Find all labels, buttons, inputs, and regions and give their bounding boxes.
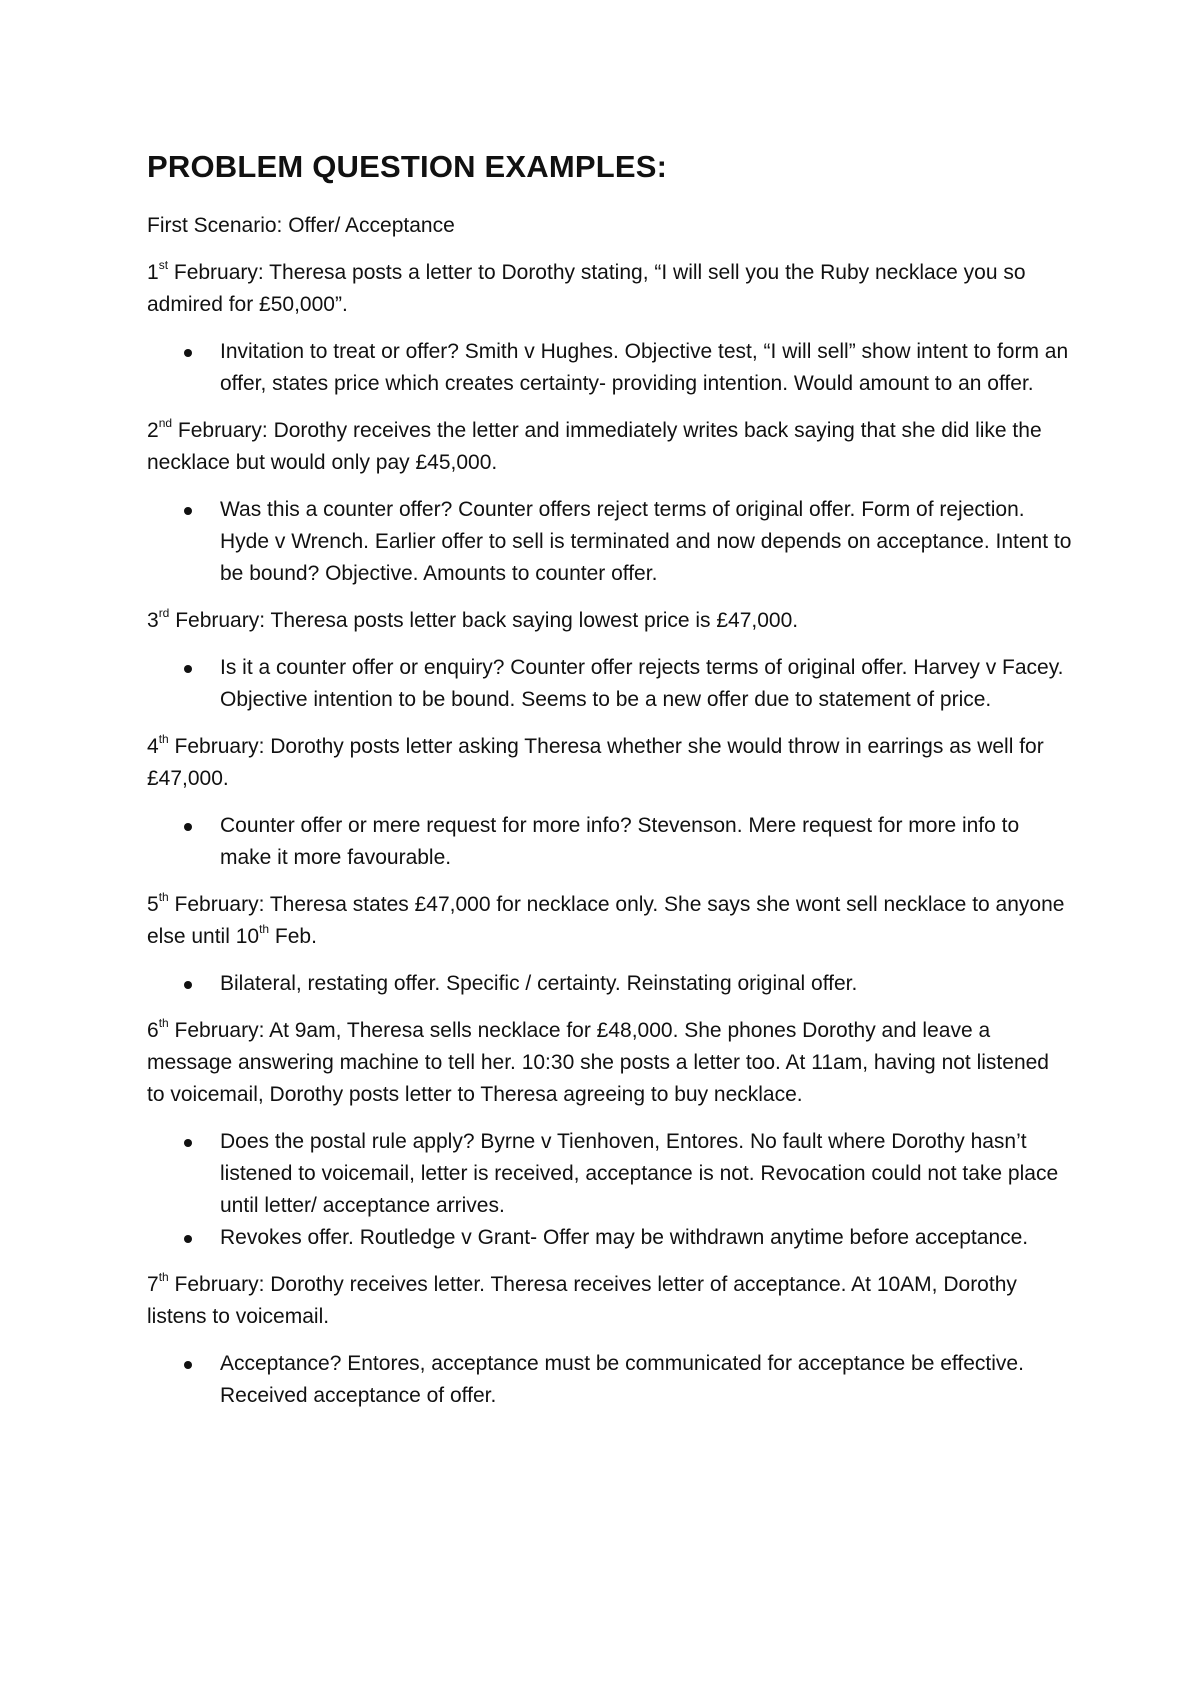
analysis-text: Bilateral, restating offer. Specific / certainty. Reinstating original offer. (220, 972, 858, 995)
bullet-icon (184, 981, 192, 989)
analysis-text: Does the postal rule apply? Byrne v Tienhoven, Entores. No fault where Dorothy hasn’t listened to voicemail, letter is received, acceptance is not. Revocation could not take place until letter/ acceptance arrives. (220, 1130, 1059, 1217)
entry-text: February: Dorothy receives letter. Theresa receives letter of acceptance. At 10AM, Dorothy listens to voicemail. (147, 1273, 1017, 1328)
timeline-entry (147, 415, 1072, 479)
analysis-item (147, 1126, 1072, 1222)
scenario-heading: First Scenario: Offer/ Acceptance (147, 214, 455, 237)
entry-day: 2 (147, 419, 159, 442)
analysis-item (147, 1222, 1072, 1254)
timeline-entry (147, 257, 1072, 321)
analysis-item (147, 1348, 1072, 1412)
entry-text: February: At 9am, Theresa sells necklace for £48,000. She phones Dorothy and leave a message answering machine to tell her. 10:30 she posts a letter too. At 11am, having not listened to voicemail, Dorothy posts letter to Theresa agreeing to buy necklace. (147, 1019, 1049, 1106)
entry-text: February: Theresa posts a letter to Dorothy stating, “I will sell you the Ruby necklace you so admired for £50,000”. (147, 261, 1026, 316)
analysis-item (147, 336, 1072, 400)
timeline-entry (147, 605, 1072, 637)
entry-ordinal: rd (158, 606, 170, 620)
entry-ordinal: th (158, 732, 169, 746)
bullet-icon (184, 507, 192, 515)
bullet-icon (184, 1139, 192, 1147)
entry-day: 1 (147, 261, 159, 284)
bullet-icon (184, 1361, 192, 1369)
entry-ordinal: nd (158, 416, 173, 430)
analysis-item (147, 968, 1072, 1000)
timeline-entry (147, 889, 1072, 953)
entry-day: 7 (147, 1273, 159, 1296)
timeline-entry (147, 731, 1072, 795)
analysis-text: Counter offer or mere request for more info? Stevenson. Mere request for more info to make it more favourable. (220, 814, 1020, 869)
entry-ordinal: th (158, 1016, 169, 1030)
entry-day: 4 (147, 735, 159, 758)
entry-day: 6 (147, 1019, 159, 1042)
analysis-item (147, 810, 1072, 874)
entry-ordinal: th (158, 1270, 169, 1284)
entry-text: February: Dorothy posts letter asking Theresa whether she would throw in earrings as well for £47,000. (147, 735, 1044, 790)
analysis-text: Was this a counter offer? Counter offers reject terms of original offer. Form of rejection. Hyde v Wrench. Earlier offer to sell is terminated and now depends on acceptance. Intent to be bound? Objective. Amounts to counter offer. (220, 498, 1072, 585)
entry-day: 3 (147, 609, 159, 632)
analysis-list (147, 968, 1072, 1000)
bullet-icon (184, 349, 192, 357)
analysis-list (147, 652, 1072, 716)
bullet-icon (184, 1235, 192, 1243)
entry-text: February: Dorothy receives the letter and immediately writes back saying that she did like the necklace but would only pay £45,000. (147, 419, 1042, 474)
analysis-text: Invitation to treat or offer? Smith v Hughes. Objective test, “I will sell” show intent to form an offer, states price which creates certainty- providing intention. Would amount to an offer. (220, 340, 1069, 395)
entry-text-ordinal: th (259, 922, 270, 936)
analysis-item (147, 652, 1072, 716)
timeline-entry (147, 1269, 1072, 1333)
page-title: PROBLEM QUESTION EXAMPLES: (147, 149, 668, 184)
analysis-text: Acceptance? Entores, acceptance must be communicated for acceptance be effective. Received acceptance of offer. (220, 1352, 1024, 1407)
analysis-text: Revokes offer. Routledge v Grant- Offer may be withdrawn anytime before acceptance. (220, 1226, 1029, 1249)
entry-ordinal: th (158, 890, 169, 904)
entry-ordinal: st (158, 258, 169, 272)
entry-text: February: Theresa posts letter back saying lowest price is £47,000. (169, 609, 799, 632)
analysis-list (147, 336, 1072, 400)
document-content (147, 148, 1072, 1427)
bullet-icon (184, 665, 192, 673)
bullet-icon (184, 823, 192, 831)
entry-text-tail: Feb. (269, 925, 317, 948)
timeline-entry (147, 1015, 1072, 1111)
analysis-text: Is it a counter offer or enquiry? Counter offer rejects terms of original offer. Harvey v Facey. Objective intention to be bound. Seems to be a new offer due to statement of price. (220, 656, 1064, 711)
analysis-list (147, 810, 1072, 874)
entry-text: February: Theresa states £47,000 for necklace only. She says she wont sell necklace to anyone else until 10 (147, 893, 1065, 948)
analysis-list (147, 494, 1072, 590)
analysis-list (147, 1126, 1072, 1254)
analysis-list (147, 1348, 1072, 1412)
analysis-item (147, 494, 1072, 590)
entry-day: 5 (147, 893, 159, 916)
